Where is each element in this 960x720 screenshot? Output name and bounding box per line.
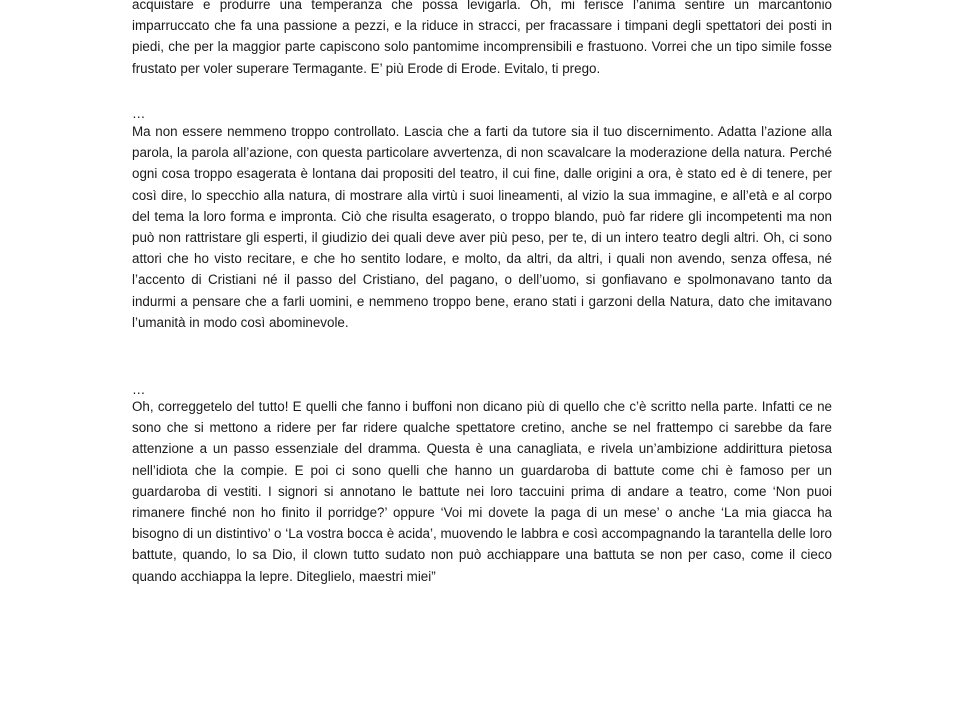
document-page — [132, 0, 832, 720]
paragraph-1: acquistare e produrre una temperanza che possa levigarla. Oh, mi ferisce l’anima sentire un marcantonio imparruccato che fa una passione a pezzi, e la riduce in stracci, per fracassare i timpani degli spettatori dei posti in piedi, che per la maggior parte capiscono solo pantomime incomprensibili e frastuono. Vorrei che un tipo simile fosse frustato per voler superare Termagante. E’ più Erode di Erode. Evitalo, ti prego. — [132, 0, 832, 76]
ellipsis-separator-1: … — [132, 106, 146, 121]
paragraph-3: Oh, correggetelo del tutto! E quelli che fanno i buffoni non dicano più di quello che c’è scritto nella parte. Infatti ce ne sono che si mettono a ridere per far ridere qualche spettatore cretino, anche se nel frattempo ci sarebbe da fare attenzione a un passo essenziale del dramma. Questa è una canagliata, e rivela un’ambizione addirittura pietosa nell’idiota che la compie. E poi ci sono quelli che hanno un guardaroba di battute come chi è famoso per un guardaroba di vestiti. I signori si annotano le battute nei loro taccuini prima di andare a teatro, come ‘Non puoi rimanere finché non ho finito il porridge?’ oppure ‘Voi mi dovete la paga di un mese’ o anche ‘La mia giacca ha bisogno di un distintivo’ o ‘La vostra bocca è acida’, muovendo le labbra e così accompagnando la tarantella delle loro battute, quando, lo sa Dio, il clown tutto sudato non può acchiappare una battuta se non per caso, come il cieco quando acchiappa la lepre. Diteglielo, maestri miei” — [132, 399, 832, 584]
ellipsis-separator-2: … — [132, 382, 146, 397]
paragraph-2: Ma non essere nemmeno troppo controllato. Lascia che a farti da tutore sia il tuo discernimento. Adatta l’azione alla parola, la parola all’azione, con questa particolare avvertenza, di non scavalcare la moderazione della natura. Perché ogni cosa troppo esagerata è lontana dai propositi del teatro, il cui fine, dalle origini a ora, è stato ed è di tenere, per così dire, lo specchio alla natura, di mostrare alla virtù i suoi lineamenti, al vizio la sua immagine, e all’età e al corpo del tema la loro forma e impronta. Ciò che risulta esagerato, o troppo blando, può far ridere gli incompetenti ma non può non rattristare gli esperti, il giudizio dei quali deve aver più peso, per te, di un intero teatro degli altri. Oh, ci sono attori che ho visto recitare, e che ho sentito lodare, e molto, da altri, da altri, i quali non avendo, senza offesa, né l’accento di Cristiani né il passo del Cristiano, del pagano, o dell’uomo, si gonfiavano e spolmonavano tanto da indurmi a pensare che a farli uomini, e nemmeno troppo bene, erano stati i garzoni della Natura, dato che imitavano l’umanità in modo così abominevole. — [132, 124, 832, 330]
